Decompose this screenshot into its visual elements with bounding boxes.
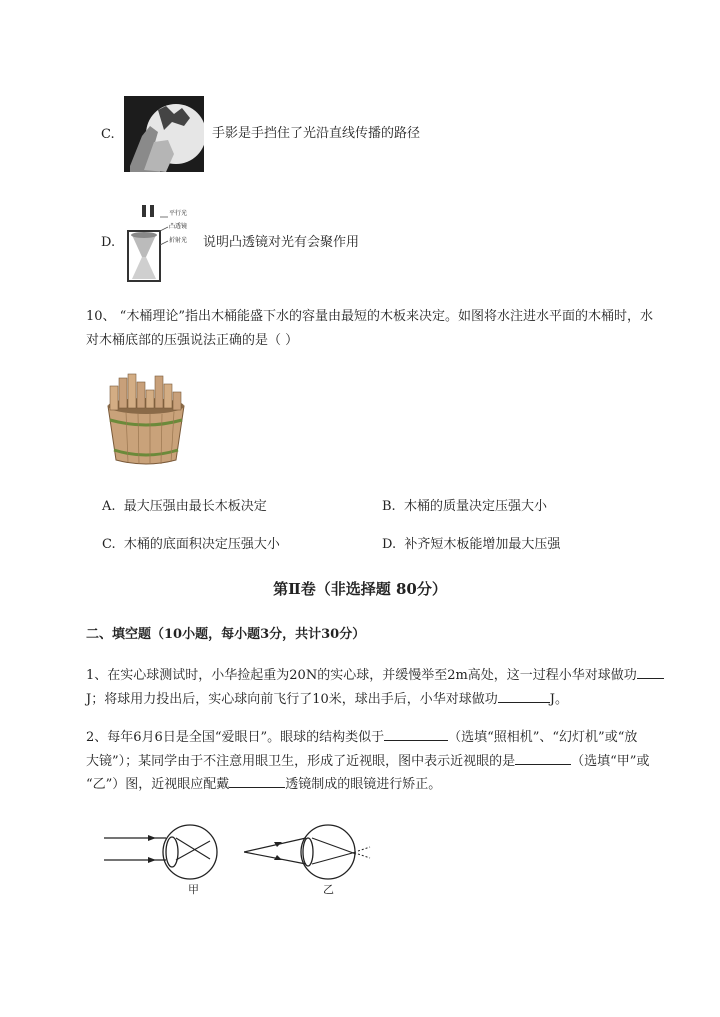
q10-option-a-text: 最大压强由最长木板决定 bbox=[123, 499, 267, 514]
q2-line3-end: 透镜制成的眼镜进行矫正。 bbox=[285, 777, 442, 792]
convex-lens-diagram bbox=[124, 205, 196, 283]
q10-option-b-label: B. bbox=[382, 499, 396, 514]
option-c-label: C. bbox=[101, 127, 115, 142]
q10-option-c-label: C. bbox=[102, 537, 116, 552]
q10-option-c bbox=[102, 535, 280, 555]
section-title: 第Ⅱ卷（非选择题 80分） bbox=[273, 580, 447, 598]
option-c-text: 手影是手挡住了光沿直线传播的路径 bbox=[212, 126, 421, 141]
q2-line3 bbox=[86, 773, 441, 795]
hand-shadow-photo bbox=[124, 96, 204, 172]
q1-blank-1[interactable] bbox=[637, 664, 664, 679]
q2-line2-end: （选填“甲”或 bbox=[571, 754, 650, 769]
q10-option-c-text: 木桶的底面积决定压强大小 bbox=[123, 537, 280, 552]
q2-blank-3[interactable] bbox=[229, 773, 285, 788]
q10-option-b-text: 木桶的质量决定压强大小 bbox=[403, 499, 547, 514]
q1-line1 bbox=[86, 664, 664, 686]
q2-blank-1[interactable] bbox=[384, 726, 448, 741]
q1-blank-2[interactable] bbox=[498, 688, 550, 703]
q2-line1-text: 2、每年6月6日是全国“爱眼日”。眼球的结构类似于 bbox=[86, 730, 385, 745]
q10-option-b bbox=[382, 497, 547, 517]
wooden-bucket-image bbox=[100, 372, 192, 468]
q10-option-d-label: D. bbox=[382, 537, 397, 552]
q2-line3-text: “乙”）图，近视眼应配戴 bbox=[86, 777, 230, 792]
q10-option-a-label: A. bbox=[102, 499, 116, 514]
q1-line2-text: J；将球用力投出后，实心球向前飞行了10米，球出手后，小华对球做功 bbox=[86, 692, 498, 707]
q1-line2 bbox=[86, 688, 568, 710]
option-d-label: D. bbox=[101, 235, 116, 250]
q1-line1-text: 1、在实心球测试时，小华捡起重为20N的实心球，并缓慢举至2m高处，这一过程小华对球做功 bbox=[86, 668, 637, 683]
eye-diagram-yi bbox=[244, 822, 384, 882]
eye-label-yi: 乙 bbox=[323, 883, 334, 896]
q10-option-a bbox=[102, 497, 267, 517]
option-d-text: 说明凸透镜对光有会聚作用 bbox=[203, 235, 360, 250]
q10-line2: 对木桶底部的压强说法正确的是（ ） bbox=[86, 333, 299, 348]
q2-line1 bbox=[86, 726, 637, 748]
q10-option-d bbox=[382, 535, 560, 555]
q2-line2-text: 大镜”）；某同学由于不注意用眼卫生，形成了近视眼，图中表示近视眼的是 bbox=[86, 754, 516, 769]
q2-blank-2[interactable] bbox=[515, 750, 571, 765]
eye-label-jia: 甲 bbox=[188, 883, 199, 896]
section-subtitle: 二、填空题（10小题，每小题3分，共计30分） bbox=[86, 627, 366, 642]
q1-line2-end: J。 bbox=[549, 692, 568, 707]
q10-line1: 10、 “木桶理论”指出木桶能盛下水的容量由最短的木板来决定。如图将水注进水平面的木桶时，水 bbox=[86, 309, 653, 324]
diagram-label-refracted-light: 折射光 bbox=[169, 237, 188, 244]
diagram-label-parallel-light: 平行光 bbox=[169, 210, 188, 217]
diagram-label-convex-lens: 凸透镜 bbox=[169, 223, 188, 230]
eye-diagram-jia bbox=[104, 822, 230, 882]
q10-option-d-text: 补齐短木板能增加最大压强 bbox=[404, 537, 561, 552]
q2-line2 bbox=[86, 750, 649, 772]
q2-line1-end: （选填“照相机”、“幻灯机”或“放 bbox=[448, 730, 638, 745]
